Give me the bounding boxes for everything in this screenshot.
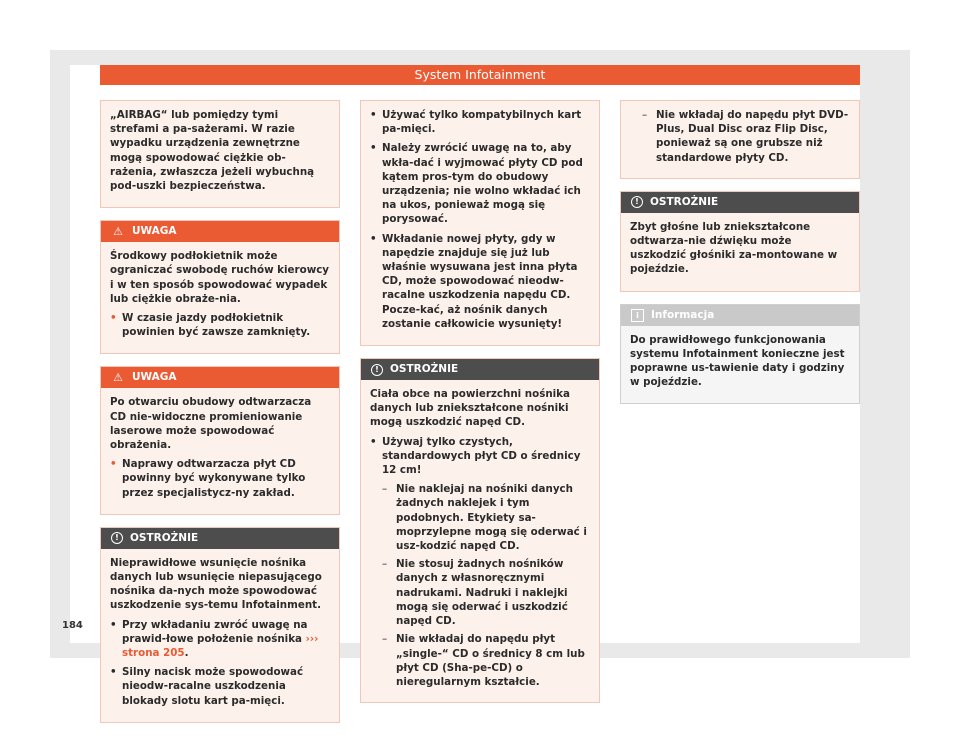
bullet-icon: • xyxy=(370,142,377,155)
bullet-icon: • xyxy=(110,312,117,325)
list-item: • Wkładanie nowej płyty, gdy w napędzie znajduje się już lub właśnie wysuwana jest inna płyta CD, może spowodować nieodw-racalne uszkodzenia napędu CD. Pocze-kać, aż nośnik danych zostanie całkowicie wysunięty! xyxy=(370,232,578,330)
info-box xyxy=(620,304,860,405)
ostroznie-text: Zbyt głośne lub zniekształcone odtwarza-nie dźwięku może uszkodzić głośniki za-montowane w pojeździe. xyxy=(630,220,838,276)
ostroznie-bullet: • Używaj tylko czystych, standardowych płyt CD o średnicy 12 cm! xyxy=(370,435,581,477)
info-header xyxy=(621,305,859,326)
ostroznie-title: OSTROŻNIE xyxy=(650,195,719,208)
dash-item: – Nie stosuj żadnych nośników danych z własnoręcznymi nadrukami. Nadruki i naklejki mogą się oderwać i uszkodzić napęd CD. xyxy=(382,558,568,628)
uwaga-box-laser xyxy=(100,366,340,514)
dash-icon: – xyxy=(382,558,388,571)
ostroznie-text: Nieprawidłowe wsunięcie nośnika danych lub wsunięcie niepasującego nośnika da-nych może spowodować uszkodzenie sys-temu Infotainment. xyxy=(110,556,322,612)
page-number: 184 xyxy=(62,620,83,631)
dash-icon: – xyxy=(382,633,388,646)
uwaga-text: Po otwarciu obudowy odtwarzacza CD nie-widoczne promieniowanie laserowe może spowodować obrażenia. xyxy=(110,396,312,452)
uwaga-bullet: • W czasie jazdy podłokietnik powinien być zawsze zamknięty. xyxy=(110,312,311,339)
bullet-icon: • xyxy=(370,109,377,121)
continued-warning-box xyxy=(100,100,340,208)
continued-ostroznie-box xyxy=(360,100,600,346)
info-title: Informacja xyxy=(651,308,715,321)
dash-icon: – xyxy=(382,483,388,496)
bullet-icon: • xyxy=(110,666,117,679)
ostroznie-box-media xyxy=(100,527,340,723)
ostroznie-header xyxy=(101,528,339,549)
ostroznie-title: OSTROŻNIE xyxy=(390,363,459,376)
ostroznie-header xyxy=(621,192,859,213)
dash-item: – Nie wkładaj do napędu płyt DVD-Plus, Dual Disc oraz Flip Disc, ponieważ są one grubsze niż standardowe płyty CD. xyxy=(642,109,849,164)
uwaga-header xyxy=(101,367,339,388)
ostroznie-title: OSTROŻNIE xyxy=(130,531,199,544)
info-text: Do prawidłowego funkcjonowania systemu Infotainment konieczne jest poprawne us-tawienie daty i godziny w pojeździe. xyxy=(630,333,845,389)
column-3 xyxy=(620,100,860,416)
list-item: • Należy zwrócić uwagę na to, aby wkła-dać i wyjmować płyty CD pod kątem pros-tym do obudowy urządzenia; nie wolno wkładać ich na ukos, ponieważ mogą się porysować. xyxy=(370,142,583,226)
caution-circle-icon: ! xyxy=(111,532,123,544)
uwaga-text: Środkowy podłokietnik może ograniczać swobodę ruchów kierowcy i w ten sposób spowodować wypadek lub ciężkie obraże-nia. xyxy=(110,250,330,305)
ostroznie-bullet: • Silny nacisk może spowodować nieodw-racalne uszkodzenia blokady slotu kart pa-mięci. xyxy=(110,666,304,707)
ostroznie-header xyxy=(361,359,599,380)
bullet-icon: • xyxy=(370,435,377,448)
ostroznie-box-speakers xyxy=(620,191,860,292)
bullet-icon: • xyxy=(110,618,117,631)
caution-circle-icon: ! xyxy=(371,364,383,376)
caution-circle-icon: ! xyxy=(631,196,643,208)
warning-triangle-icon: ⚠ xyxy=(113,371,123,385)
dash-item: – Nie naklejaj na nośniki danych żadnych naklejek i tym podobnych. Etykiety sa-moprzylepne mogą się oderwać i usz-kodzić napęd CD. xyxy=(382,483,587,553)
page-reference-link[interactable]: strona 205 xyxy=(122,647,185,660)
ostroznie-text: Ciała obce na powierzchni nośnika danych lub zniekształcone nośniki mogą uszkodzić napęd CD. xyxy=(370,388,570,429)
uwaga-box-armrest xyxy=(100,220,340,354)
uwaga-bullet: • Naprawy odtwarzacza płyt CD powinny być wykonywane tylko przez specjalistycz-ny zakład. xyxy=(110,458,306,499)
dash-icon: – xyxy=(642,109,648,121)
column-2 xyxy=(360,100,600,715)
ostroznie-box-discs xyxy=(360,358,600,703)
bullet-icon: • xyxy=(370,232,377,245)
uwaga-title: UWAGA xyxy=(132,371,177,384)
uwaga-header xyxy=(101,221,339,242)
bullet-icon: • xyxy=(110,458,117,471)
dash-item: – Nie wkładaj do napędu płyt „single-“ CD o średnicy 8 cm lub płyt CD (Sha-pe-CD) o nieregularnym kształcie. xyxy=(382,633,585,688)
continued-ostroznie-box xyxy=(620,100,860,179)
ostroznie-bullet: • Przy wkładaniu zwróć uwagę na prawid-łowe położenie nośnika ››› strona 205. xyxy=(110,618,319,660)
column-1 xyxy=(100,100,340,735)
continued-text: „AIRBAG“ lub pomiędzy tymi strefami a pa-sażerami. W razie wypadku urządzenia zewnętrzne mogą spowodować ciężkie ob-rażenia, zwłaszcza jeżeli wybuchną pod-uszki bezpieczeństwa. xyxy=(110,109,315,193)
list-item: • Używać tylko kompatybilnych kart pa-mięci. xyxy=(370,109,582,136)
uwaga-title: UWAGA xyxy=(132,225,177,238)
page-header: System Infotainment xyxy=(100,65,860,85)
page-reference-arrow[interactable]: ››› xyxy=(305,632,319,645)
warning-triangle-icon: ⚠ xyxy=(113,225,123,239)
info-icon: i xyxy=(631,309,644,322)
